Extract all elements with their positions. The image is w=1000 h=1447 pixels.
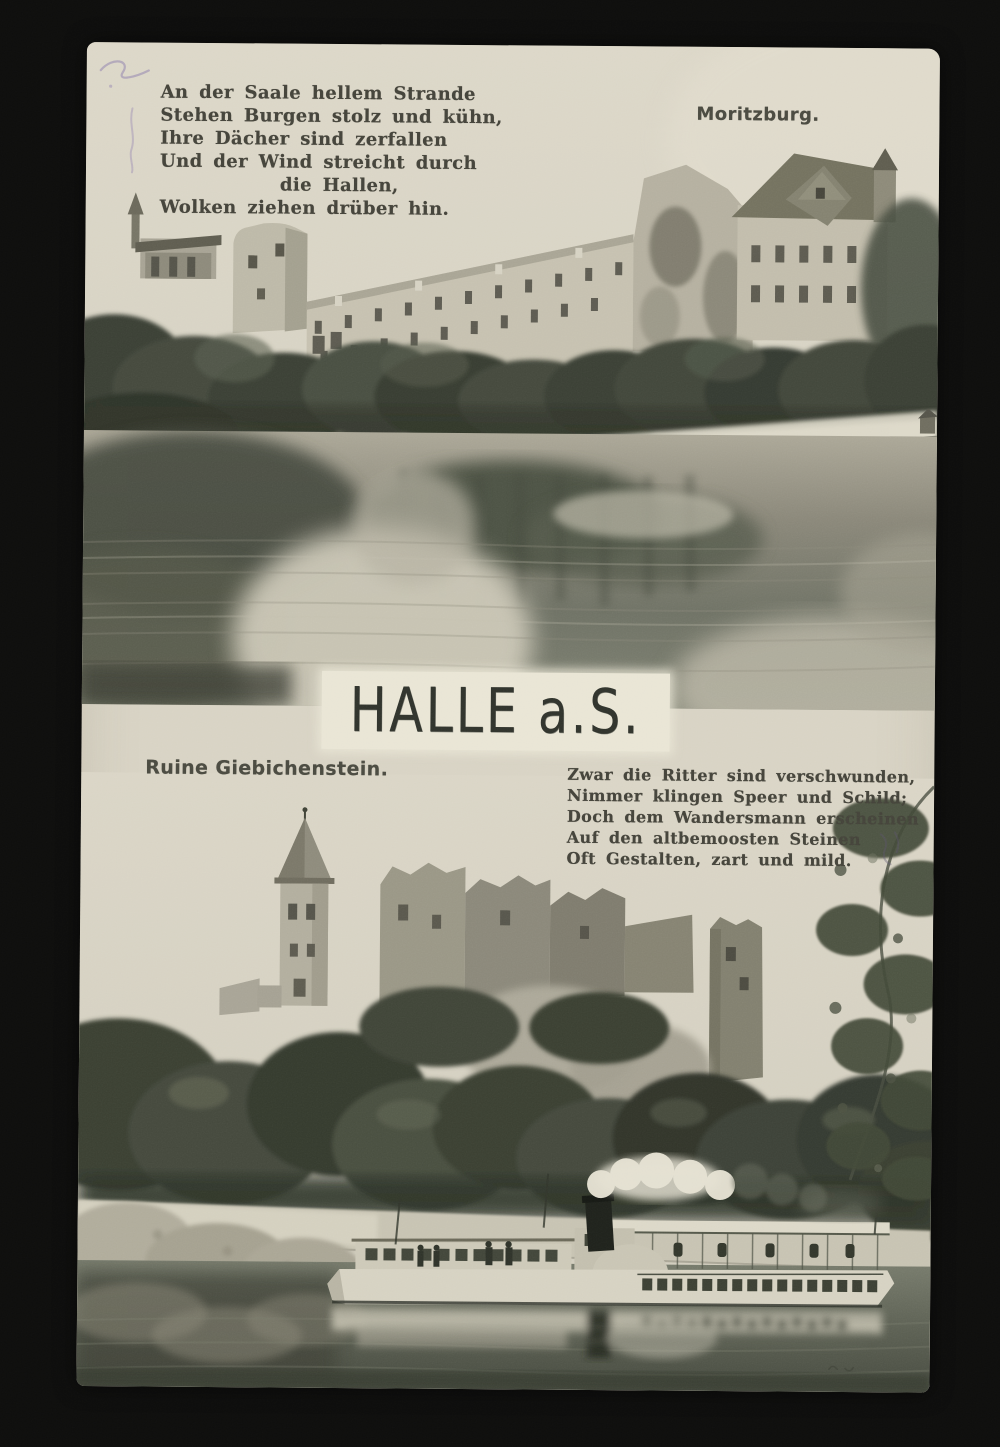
caption-moritzburg: Moritzburg. bbox=[696, 103, 820, 126]
poem-line: Auf den altbemoosten Steinen bbox=[566, 827, 862, 850]
poem-line: Stehen Burgen stolz und kühn, bbox=[160, 104, 503, 129]
poem-line: die Hallen, bbox=[279, 174, 399, 197]
poem-line: An der Saale hellem Strande bbox=[160, 81, 477, 106]
poem-line: Ihre Dächer sind zerfallen bbox=[160, 127, 448, 151]
poem-top bbox=[160, 81, 503, 222]
poem-line: Und der Wind streicht durch bbox=[159, 150, 478, 175]
poem-line: Zwar die Ritter sind verschwunden, bbox=[567, 764, 916, 787]
poem-line: Nimmer klingen Speer und Schild; bbox=[567, 785, 908, 808]
poem-line: Wolken ziehen drüber hin. bbox=[159, 196, 450, 220]
postcard-title: HALLE a.S. bbox=[349, 674, 642, 749]
poem-bottom bbox=[567, 764, 920, 872]
poem-line: Doch dem Wandersmann erscheinen bbox=[566, 806, 919, 829]
water-reflection bbox=[82, 429, 940, 710]
title-band bbox=[321, 671, 670, 752]
caption-giebichenstein: Ruine Giebichenstein. bbox=[145, 756, 389, 781]
postcard bbox=[76, 42, 940, 1393]
poem-line: Oft Gestalten, zart und mild. bbox=[566, 848, 852, 871]
